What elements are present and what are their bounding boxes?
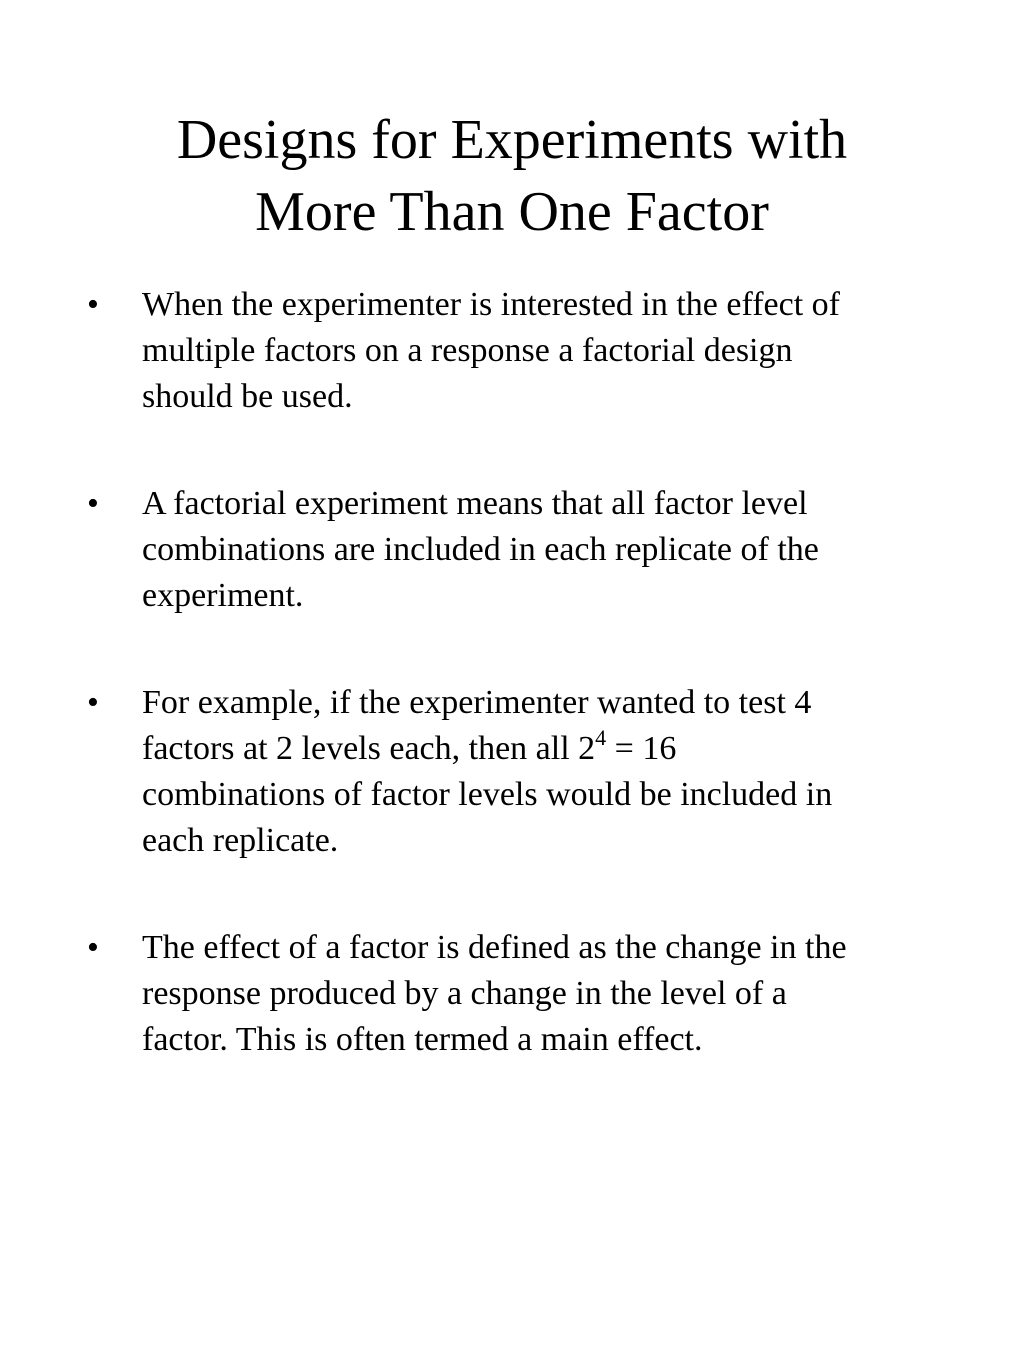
bullet-text [142, 925, 944, 1063]
bullet-line: each replicate. [142, 822, 339, 859]
slide-title-line: Designs for Experiments with [176, 109, 848, 171]
bullet-line: factor. This is often termed a main effect. [142, 1021, 703, 1058]
slide-title [0, 104, 1024, 248]
bullet-marker: • [87, 485, 99, 522]
bullet-marker: • [87, 929, 99, 966]
bullet-line: combinations are included in each replicate of the [142, 531, 819, 568]
bullet-line: A factorial experiment means that all factor level [142, 485, 808, 522]
bullet-line-with-exponent [142, 726, 944, 772]
slide-title-line: More Than One Factor [255, 181, 769, 243]
bullet-line: combinations of factor levels would be included in [142, 776, 833, 813]
bullet-item [0, 282, 1024, 420]
bullet-item [0, 481, 1024, 619]
bullet-line: should be used. [142, 378, 353, 415]
bullet-line: When the experimenter is interested in the effect of [142, 286, 840, 323]
bullet-item [0, 925, 1024, 1063]
bullet-line: For example, if the experimenter wanted to test 4 [142, 684, 812, 721]
exponent-base-text: factors at 2 levels each, then all 2 [142, 730, 596, 767]
bullet-text [142, 282, 944, 420]
bullet-item [0, 680, 1024, 864]
bullet-line: The effect of a factor is defined as the change in the [142, 929, 847, 966]
bullet-line: experiment. [142, 577, 304, 614]
bullet-text [142, 680, 944, 864]
bullet-line: multiple factors on a response a factorial design [142, 332, 793, 369]
bullet-line: response produced by a change in the level of a [142, 975, 787, 1012]
bullet-list [0, 282, 1024, 1124]
bullet-marker: • [87, 286, 99, 323]
bullet-marker: • [87, 684, 99, 721]
bullet-text [142, 481, 944, 619]
exponent-rest-text: = 16 [606, 730, 677, 767]
exponent: 4 [595, 725, 607, 750]
